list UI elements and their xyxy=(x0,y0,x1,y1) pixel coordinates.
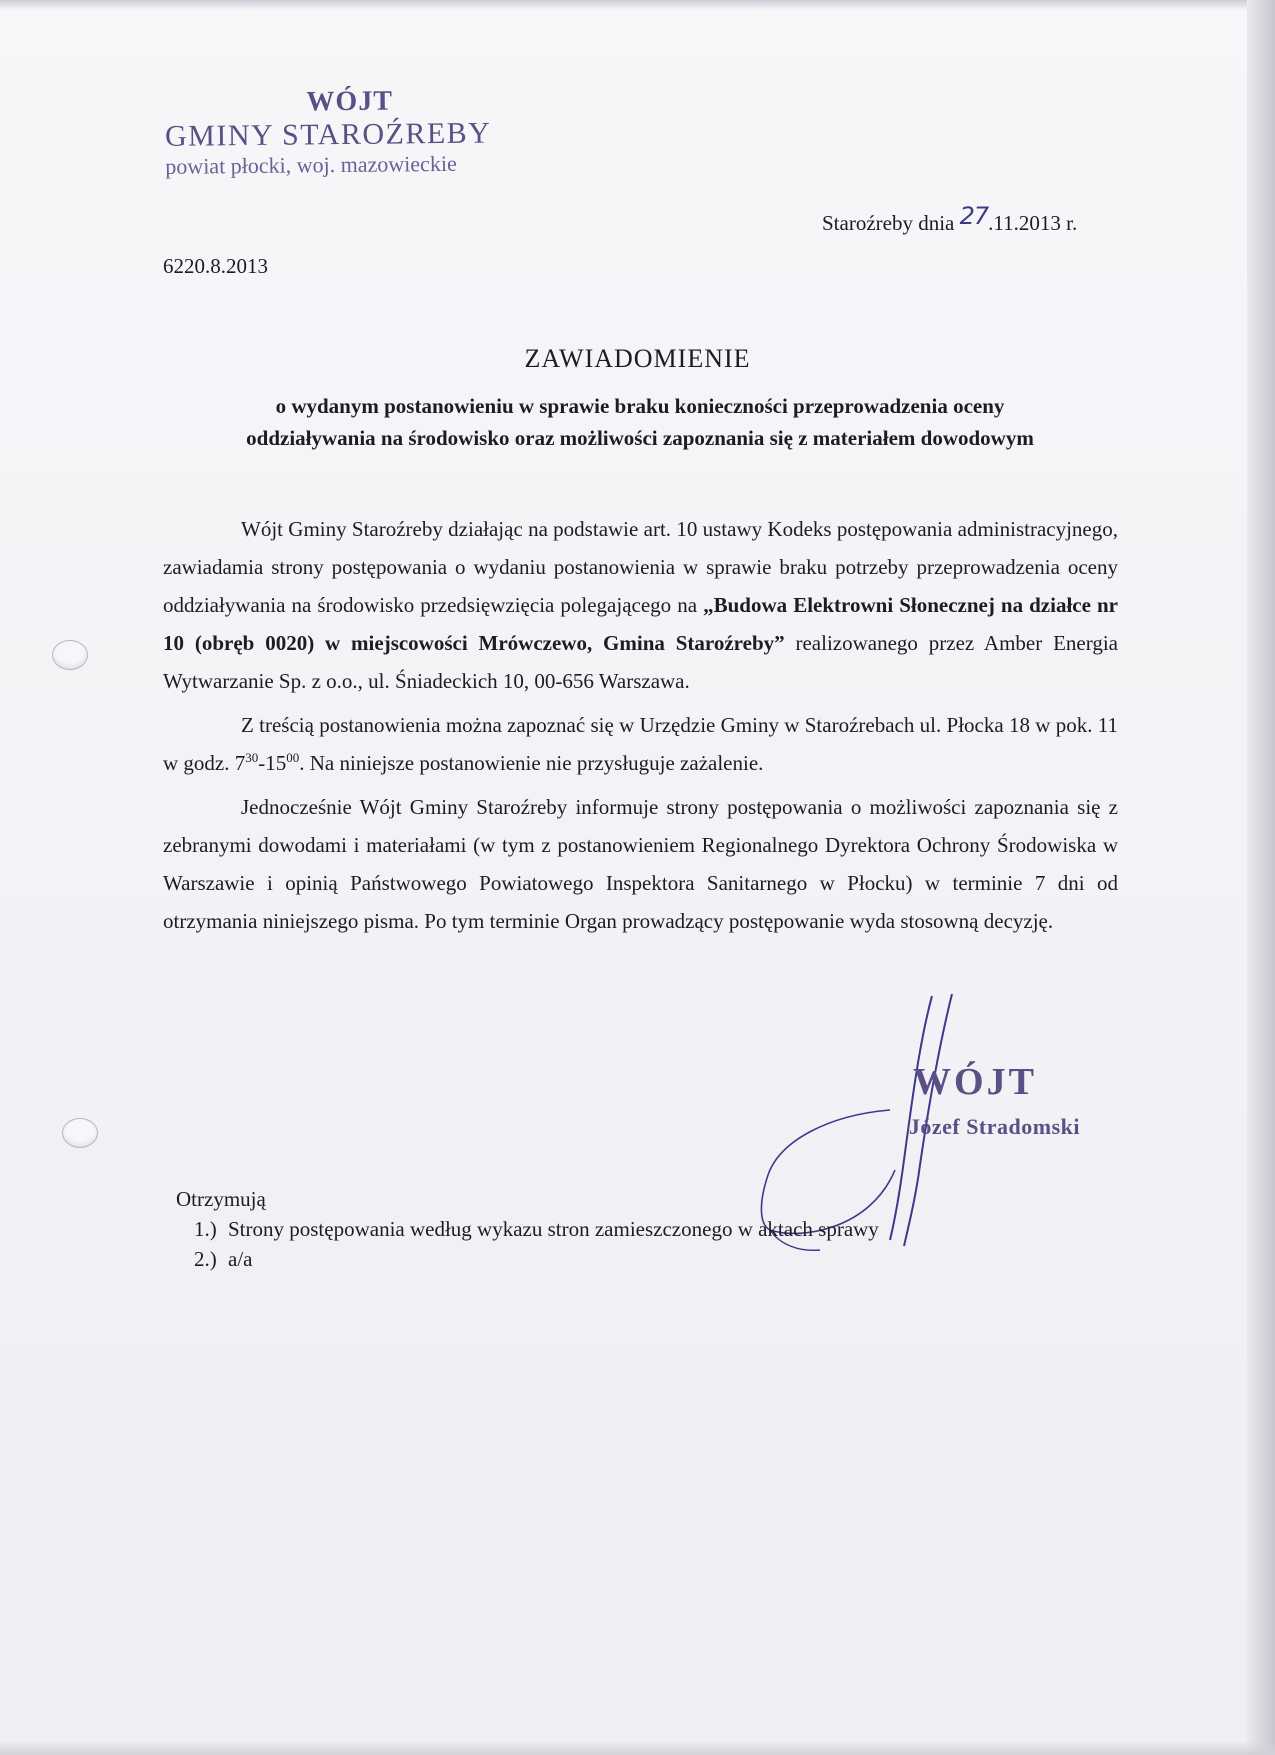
list-item-number: 2.) xyxy=(194,1247,217,1271)
document-title: ZAWIADOMIENIE xyxy=(524,344,751,373)
paragraph-2-mid: -15 xyxy=(258,751,287,775)
scan-edge-bottom xyxy=(0,1741,1275,1755)
paragraph-1 xyxy=(163,510,1118,700)
project-name: „Budowa Elektrowni Słonecznej na działce nr 10 (obręb 0020) w miejscowości Mrówczewo, Gmina Staroźreby” xyxy=(163,593,1118,655)
scan-edge-right xyxy=(1247,0,1275,1755)
list-item-number: 1.) xyxy=(194,1217,217,1241)
list-item-text: Strony postępowania według wykazu stron zamieszczonego w aktach sprawy xyxy=(228,1217,879,1241)
document-body xyxy=(163,510,1118,940)
document-subtitle xyxy=(160,390,1120,454)
signature-name: Józef Stradomski xyxy=(908,1114,1080,1139)
list-item xyxy=(176,1214,879,1244)
signature-role: WÓJT xyxy=(913,1061,1037,1103)
hours-sup-1: 30 xyxy=(245,750,259,765)
punch-hole-icon xyxy=(52,640,88,670)
list-item-text: a/a xyxy=(228,1247,253,1271)
list-item xyxy=(176,1244,879,1274)
stamp-subtitle: powiat płocki, woj. mazowieckie xyxy=(165,150,457,179)
scan-edge-top xyxy=(0,0,1275,10)
reference-number: 6220.8.2013 xyxy=(163,254,268,278)
recipients-list xyxy=(176,1214,879,1274)
stamp-title: WÓJT xyxy=(306,85,394,118)
place-date xyxy=(822,202,1078,236)
signature-block xyxy=(840,1060,1080,1140)
paragraph-2-end: . Na niniejsze postanowienie nie przysługuje zażalenie. xyxy=(299,751,764,775)
office-stamp xyxy=(165,84,526,180)
paragraph-3: Jednocześnie Wójt Gminy Staroźreby informuje strony postępowania o możliwości zapoznania się z zebranymi dowodami i materiałami (w tym z postanowieniem Regionalnego Dyrektora Ochrony Środowiska w Warszawie i opinią Państwowego Powiatowego Inspektora Sanitarnego w Płocku) w terminie 7 dni od otrzymania niniejszego pisma. Po tym terminie Organ prowadzący postępowanie wyda stosowną decyzję. xyxy=(163,795,1118,933)
paragraph-2 xyxy=(163,706,1118,782)
place-prefix: Staroźreby dnia xyxy=(822,211,960,235)
date-suffix: .11.2013 r. xyxy=(988,211,1078,235)
hours-sup-2: 00 xyxy=(286,750,300,765)
punch-hole-icon xyxy=(62,1118,98,1148)
paragraph-1-end: realizowanego przez Amber Energia Wytwarzanie Sp. z o.o., ul. Śniadeckich 10, 00-656 Warszawa. xyxy=(163,631,1118,693)
recipients-section xyxy=(176,1184,879,1274)
paragraph-1-text: Wójt Gminy Staroźreby działając na podstawie art. 10 ustawy Kodeks postępowania administracyjnego, zawiadamia strony postępowania o wydaniu postanowienia w sprawie braku potrzeby przeprowadzenia oceny oddziaływania na środowisko przedsięwzięcia polegającego na xyxy=(163,517,1118,617)
recipients-heading: Otrzymują xyxy=(176,1187,266,1211)
handwritten-day: 27 xyxy=(959,202,989,230)
subtitle-line-2: oddziaływania na środowisko oraz możliwości zapoznania się z materiałem dowodowym xyxy=(246,426,1034,450)
stamp-name: GMINY STAROŹREBY xyxy=(164,116,492,153)
paragraph-2-start: Z treścią postanowienia można zapoznać się w Urzędzie Gminy w Staroźrebach ul. Płocka 18 w pok. 11 w godz. 7 xyxy=(163,713,1118,775)
subtitle-line-1: o wydanym postanowieniu w sprawie braku konieczności przeprowadzenia oceny xyxy=(275,394,1005,418)
